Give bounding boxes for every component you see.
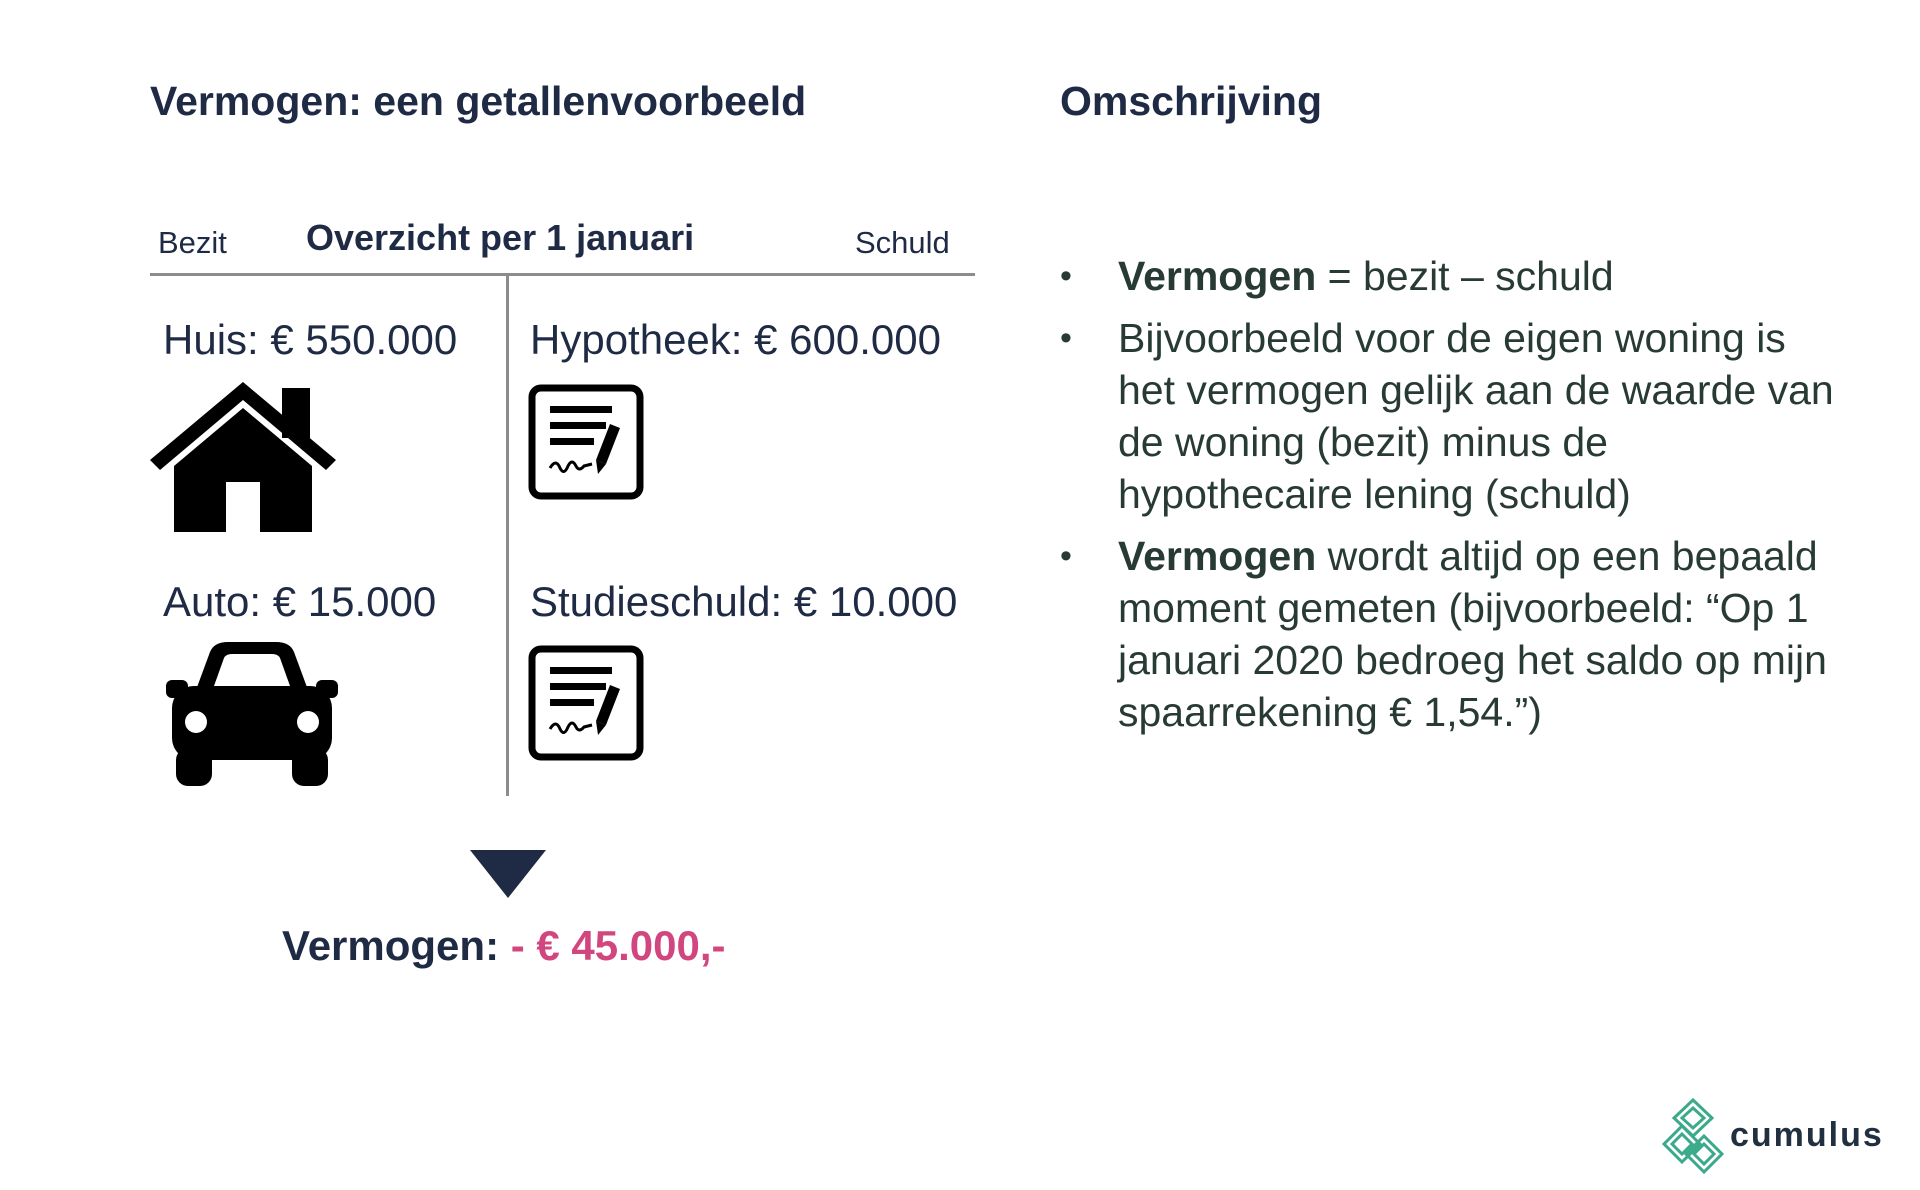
arrow-down-icon <box>470 850 546 898</box>
list-item <box>1060 312 1840 520</box>
asset-house-label: Huis: € 550.000 <box>163 316 458 363</box>
page-title: Vermogen: een getallenvoorbeeld <box>150 78 807 124</box>
bullet-bold: Vermogen <box>1118 253 1317 299</box>
bullet-icon: • <box>1060 319 1072 357</box>
debt-mortgage-label: Hypotheek: € 600.000 <box>530 316 941 363</box>
bullet-text: = bezit – schuld <box>1316 253 1614 299</box>
logo-text: cumulus <box>1730 1116 1884 1154</box>
bezit-label: Bezit <box>158 225 227 260</box>
bullet-text: wordt altijd op een bepaald moment gemeten (bijvoorbeeld: “Op 1 januari 2020 bedroeg het saldo op mijn spaarrekening € 1,54.”) <box>1118 533 1827 735</box>
schuld-label: Schuld <box>855 225 950 260</box>
document-icon <box>528 645 644 761</box>
table-header-divider <box>150 273 975 276</box>
asset-car-label: Auto: € 15.000 <box>163 578 437 625</box>
cumulus-logo-icon <box>1662 1098 1724 1174</box>
overview-title: Overzicht per 1 januari <box>306 217 695 258</box>
bullet-icon: • <box>1060 537 1072 575</box>
car-icon <box>158 638 344 786</box>
house-icon <box>150 382 336 532</box>
bullet-text: Bijvoorbeeld voor de eigen woning is het vermogen gelijk aan de waarde van de woning (bezit) minus de hypothecaire lening (schuld) <box>1118 315 1834 517</box>
list-item <box>1060 250 1840 302</box>
document-icon <box>528 384 644 500</box>
bullet-bold: Vermogen <box>1118 533 1317 579</box>
result-value: - € 45.000,- <box>510 922 726 969</box>
section-title-description: Omschrijving <box>1060 78 1323 124</box>
description-list <box>1060 250 1840 748</box>
debt-student-loan-label: Studieschuld: € 10.000 <box>530 578 958 625</box>
bullet-icon: • <box>1060 257 1072 295</box>
result-label: Vermogen: <box>282 922 500 969</box>
result <box>282 922 726 970</box>
table-column-divider <box>506 276 509 796</box>
list-item <box>1060 530 1840 738</box>
